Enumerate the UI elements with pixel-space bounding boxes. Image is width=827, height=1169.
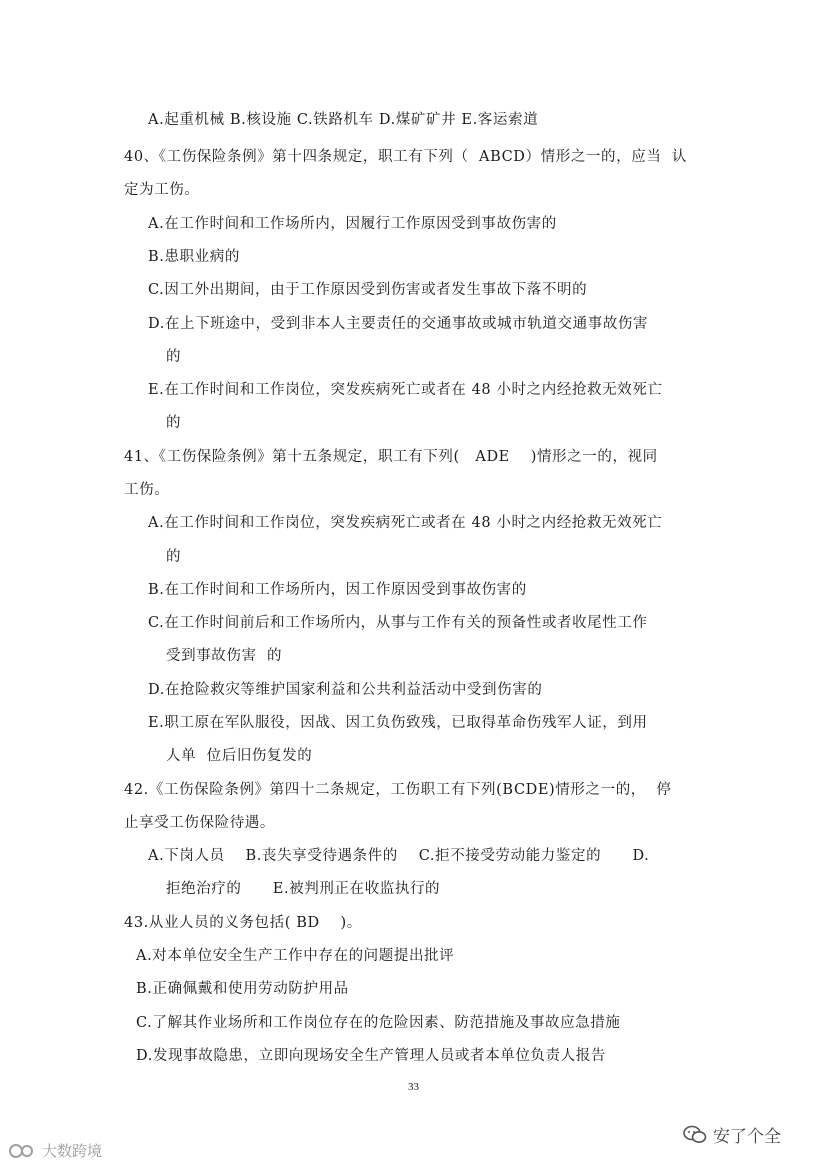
text-line: B.正确佩戴和使用劳动防护用品 [136, 981, 349, 997]
text-line: 的 [166, 349, 182, 365]
text-line: A.起重机械 B.核设施 C.铁路机车 D.煤矿矿井 E.客运索道 [148, 112, 539, 128]
text-line: 40、《工伤保险条例》第十四条规定，职工有下列（ ABCD）情形之一的，应当 认 [124, 149, 687, 165]
text-line: D.在抢险救灾等维护国家利益和公共利益活动中受到伤害的 [148, 682, 543, 698]
page-number: 33 [408, 1081, 419, 1093]
text-line: A.在工作时间和工作场所内，因履行工作原因受到事故伤害的 [148, 216, 557, 232]
text-line: 的 [166, 549, 182, 565]
text-line: 的 [166, 415, 182, 431]
text-line: C.了解其作业场所和工作岗位存在的危险因素、防范措施及事故应急措施 [136, 1015, 621, 1031]
text-line: E.在工作时间和工作岗位，突发疾病死亡或者在 48 小时之内经抢救无效死亡 [148, 382, 663, 398]
text-line: 止享受工伤保险待遇。 [124, 815, 275, 831]
text-line: E.职工原在军队服役，因战、因工负伤致残，已取得革命伤残军人证，到用 [148, 715, 648, 731]
text-line: 42.《工伤保险条例》第四十二条规定，工伤职工有下列(BCDE)情形之一的， 停 [124, 782, 672, 798]
watermark-right [683, 1122, 781, 1147]
watermark-right-text: 安了个全 [713, 1127, 781, 1146]
text-line: 拒绝治疗的 E.被判刑正在收监执行的 [166, 881, 441, 897]
text-line: 41、《工伤保险条例》第十五条规定，职工有下列( ADE )情形之一的，视同 [124, 449, 658, 465]
text-line: D.在上下班途中，受到非本人主要责任的交通事故或城市轨道交通事故伤害 [148, 316, 649, 332]
text-line: 受到事故伤害 的 [166, 648, 283, 664]
text-line: A.对本单位安全生产工作中存在的问题提出批评 [136, 948, 455, 964]
wechat-icon [683, 1125, 707, 1145]
text-line: C.在工作时间前后和工作场所内，从事与工作有关的预备性或者收尾性工作 [148, 615, 648, 631]
text-line: D.发现事故隐患，立即向现场安全生产管理人员或者本单位负责人报告 [136, 1048, 606, 1064]
text-line: 工伤。 [124, 482, 170, 498]
brand-logo-icon [8, 1142, 38, 1160]
text-line: B.患职业病的 [148, 249, 240, 265]
text-line: 人单 位后旧伤复发的 [166, 748, 313, 764]
text-line: A.下岗人员 B.丧失享受待遇条件的 C.拒不接受劳动能力鉴定的 D. [148, 848, 650, 864]
watermark-left-text: 大数跨境 [42, 1143, 103, 1160]
text-line: 定为工伤。 [124, 182, 200, 198]
text-line: B.在工作时间和工作场所内，因工作原因受到事故伤害的 [148, 582, 527, 598]
text-line: 43.从业人员的义务包括( BD )。 [124, 915, 362, 931]
text-line: A.在工作时间和工作岗位，突发疾病死亡或者在 48 小时之内经抢救无效死亡 [148, 515, 663, 531]
watermark-left [8, 1140, 102, 1161]
text-line: C.因工外出期间，由于工作原因受到伤害或者发生事故下落不明的 [148, 282, 588, 298]
